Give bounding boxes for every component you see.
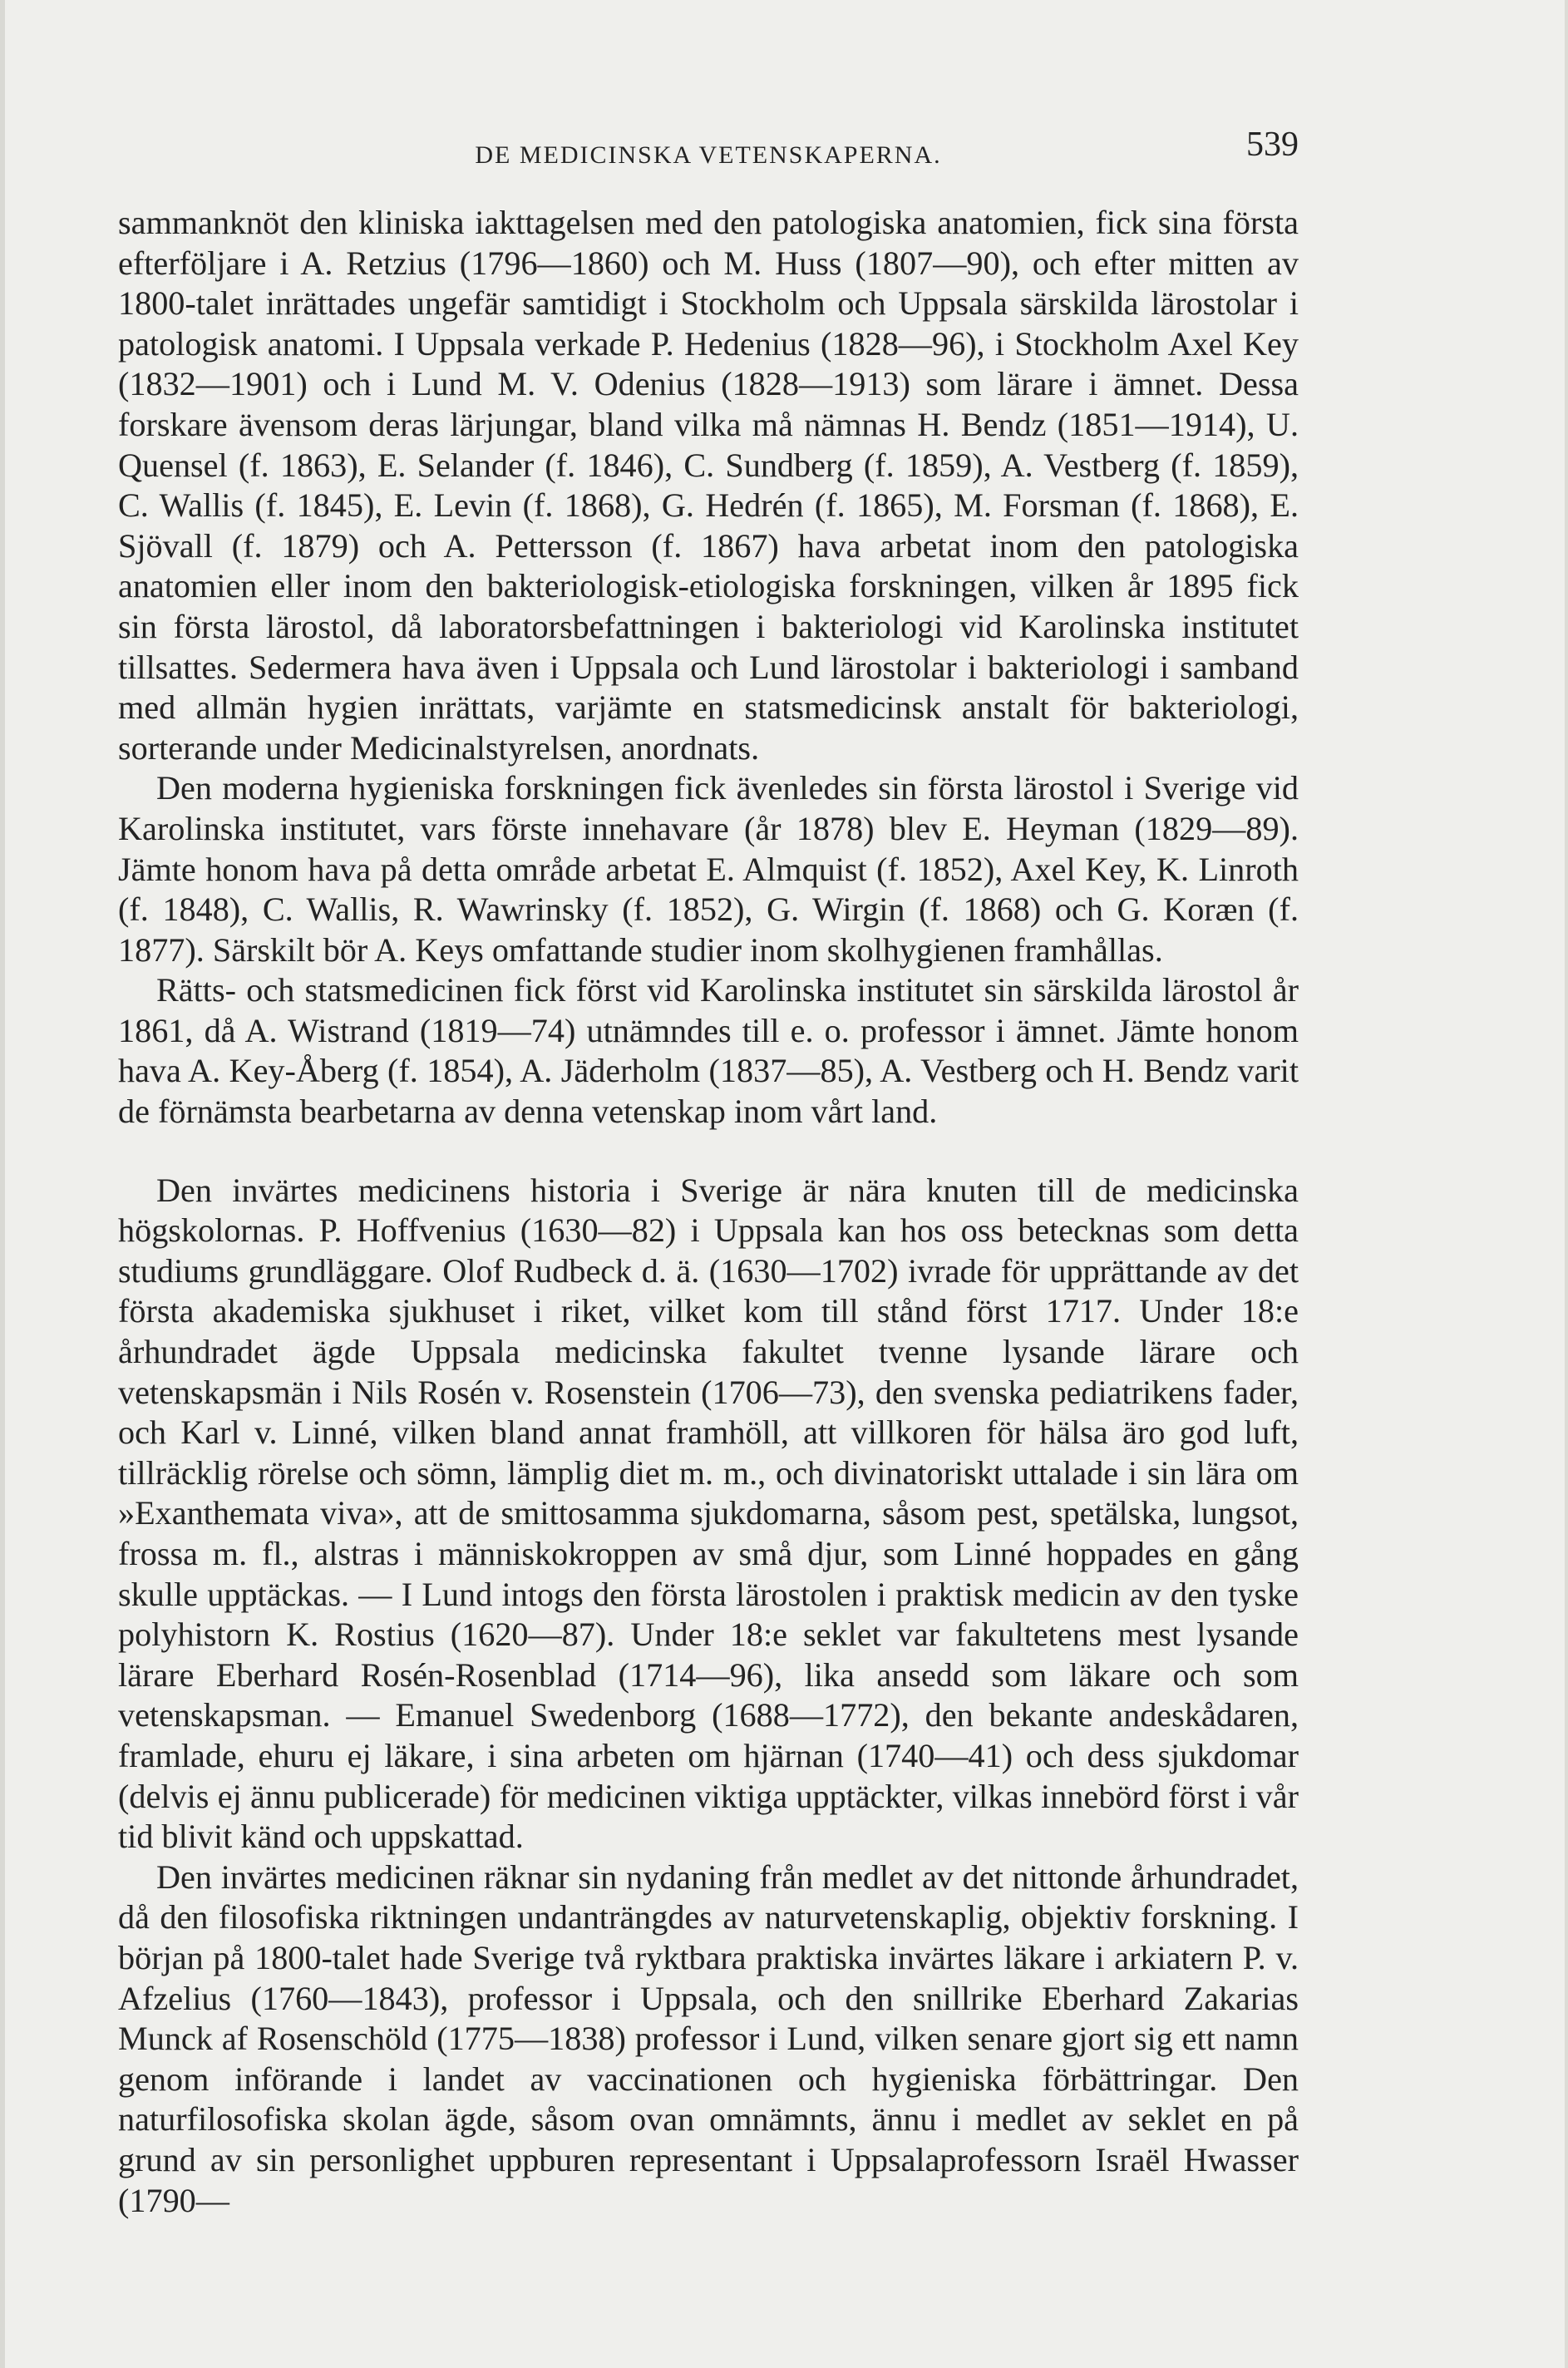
running-head <box>118 116 1299 169</box>
paragraph-hygiene: Den moderna hygieniska forskningen fick ävenledes sin första lärostol i Sverige vid Karolinska institutet, vars förste innehavare (år 1878) blev E. Heyman (1829—89). Jämte honom hava på detta område arbetat E. Almquist (f. 1852), Axel Key, K. Linroth (f. 1848), C. Wallis, R. Wawrinsky (f. 1852), G. Wirgin (f. 1868) och G. Koræn (f. 1877). Särskilt bör A. Keys omfattande studier inom skolhygienen framhållas. <box>118 769 1299 969</box>
running-title: DE MEDICINSKA VETENSKAPERNA. <box>475 141 942 169</box>
body-text <box>118 203 1299 2221</box>
paragraph-pathology: sammanknöt den kliniska iakttagelsen med den patologiska anatomien, fick sina första efterföljare i A. Retzius (1796—1860) och M. Huss (1807—90), och efter mitten av 1800-talet inrättades ungefär samtidigt i Stockholm och Uppsala särskilda lärostolar i patologisk anatomi. I Uppsala verkade P. Hedenius (1828—96), i Stockholm Axel Key (1832—1901) och i Lund M. V. Odenius (1828—1913) som lärare i ämnet. Dessa forskare ävensom deras lärjungar, bland vilka må nämnas H. Bendz (1851—1914), U. Quensel (f. 1863), E. Selander (f. 1846), C. Sundberg (f. 1859), A. Vestberg (f. 1859), C. Wallis (f. 1845), E. Levin (f. 1868), G. Hedrén (f. 1865), M. Forsman (f. 1868), E. Sjövall (f. 1879) och A. Pettersson (f. 1867) hava arbetat inom den patologiska anatomien eller inom den bakteriologisk-etiologiska forskningen, vilken år 1895 fick sin första lärostol, då laboratorsbefattningen i bakteriologi vid Karolinska institutet tillsattes. Sedermera hava även i Uppsala och Lund lärostolar i bakteriologi i samband med allmän hygien inrättats, varjämte en statsmedicinsk anstalt för bakteriologi, sorterande under Medicinalstyrelsen, anordnats. <box>118 204 1299 767</box>
scan-edge-right <box>1565 0 1568 2368</box>
scan-edge-left <box>0 0 5 2368</box>
page-number: 539 <box>1246 126 1299 164</box>
paragraph-forensic-medicine: Rätts- och statsmedicinen fick först vid Karolinska institutet sin särskilda lärostol år 1861, då A. Wistrand (1819—74) utnämndes till e. o. professor i ämnet. Jämte honom hava A. Key-Åberg (f. 1854), A. Jäderholm (1837—85), A. Vestberg och H. Bendz varit de förnämsta bearbetarna av denna vetenskap inom vårt land. <box>118 971 1299 1131</box>
paragraph-internal-medicine-history: Den invärtes medicinens historia i Sverige är nära knuten till de medicinska högskolornas. P. Hoffvenius (1630—82) i Uppsala kan hos oss betecknas som detta studiums grundläggare. Olof Rudbeck d. ä. (1630—1702) ivrade för upprättande av det första akademiska sjukhuset i riket, vilket kom till stånd först 1717. Under 18:e århundradet ägde Uppsala medicinska fakultet tvenne lysande lärare och vetenskapsmän i Nils Rosén v. Rosenstein (1706—73), den svenska pediatrikens fader, och Karl v. Linné, vilken bland annat framhöll, att villkoren för hälsa äro god luft, tillräcklig rörelse och sömn, lämplig diet m. m., och divinatoriskt uttalade i sin lära om »Exanthemata viva», att de smittosamma sjukdomarna, såsom pest, spetälska, lungsot, frossa m. fl., alstras i människokroppen av små djur, som Linné hoppades en gång skulle upptäckas. — I Lund intogs den första lärostolen i praktisk medicin av den tyske polyhistorn K. Rostius (1620—87). Under 18:e seklet var fakultetens mest lysande lärare Eberhard Rosén-Rosenblad (1714—96), lika ansedd som läkare och som vetenskapsman. — Emanuel Swedenborg (1688—1772), den bekante andeskådaren, framlade, ehuru ej läkare, i sina arbeten om hjärnan (1740—41) och dess sjukdomar (delvis ej ännu publicerade) för medicinen viktiga upptäckter, vilkas innebörd först i vår tid blivit känd och uppskattad. <box>118 1171 1299 1856</box>
book-page <box>118 116 1299 2221</box>
paragraph-internal-medicine-renewal: Den invärtes medicinen räknar sin nydaning från medlet av det nittonde århundradet, då den filosofiska riktningen undanträngdes av naturvetenskaplig, objektiv forskning. I början på 1800-talet hade Sverige två ryktbara praktiska invärtes läkare i arkiatern P. v. Afzelius (1760—1843), professor i Uppsala, och den snillrike Eberhard Zakarias Munck af Rosenschöld (1775—1838) professor i Lund, vilken senare gjort sig ett namn genom införande i landet av vaccinationen och hygieniska förbättringar. Den naturfilosofiska skolan ägde, såsom ovan omnämnts, ännu i medlet av seklet en på grund av sin personlighet uppburen representant i Uppsalaprofessorn Israël Hwasser (1790— <box>118 1857 1299 2219</box>
